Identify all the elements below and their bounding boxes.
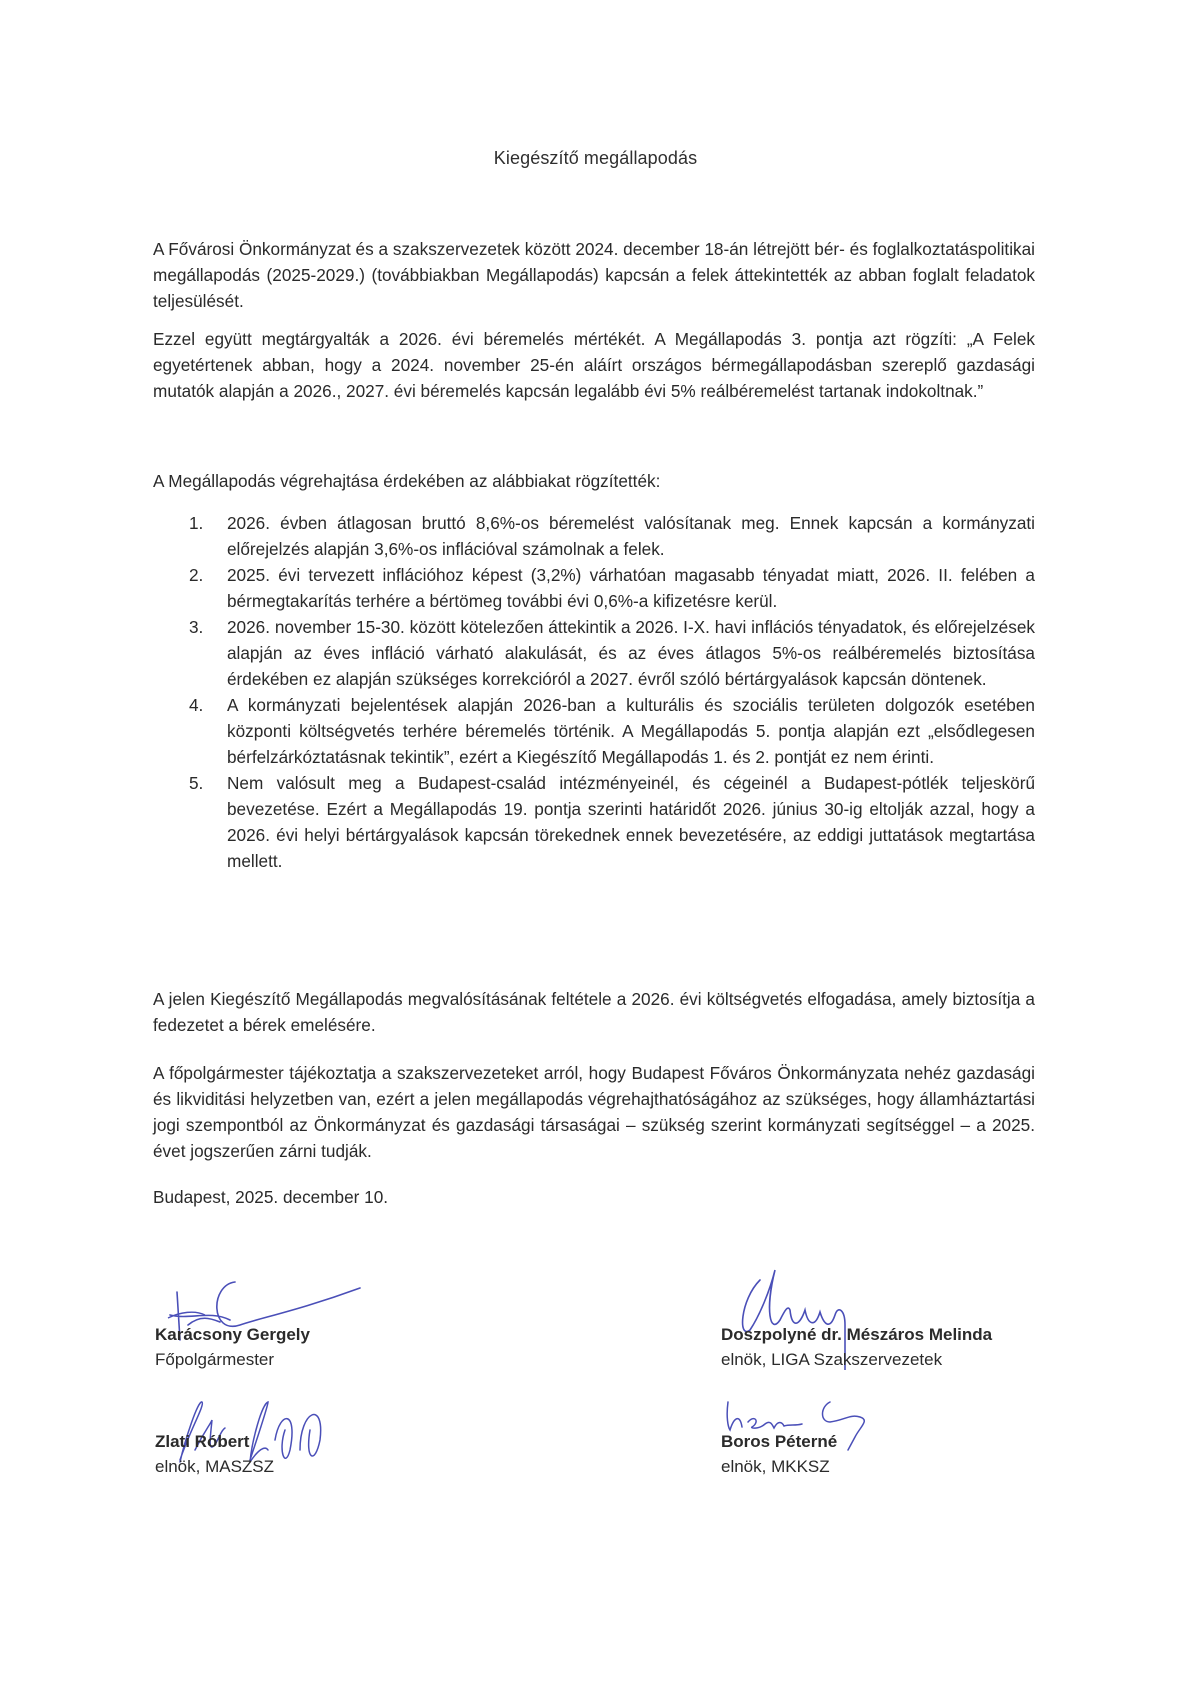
list-item	[153, 562, 1035, 614]
signatory-doszpolyne	[721, 1322, 992, 1372]
place-date-text: Budapest, 2025. december 10.	[153, 1187, 389, 1207]
intro-text: A Fővárosi Önkormányzat és a szakszervezetek között 2024. december 18-án létrejött bér- és foglalkoztatáspolitikai megállapodás (2025-2029.) (továbbiakban Megállapodás) kapcsán a felek áttekintették az abban foglalt feladatok teljesülését.	[153, 239, 1035, 311]
signatory-name: Boros Péterné	[721, 1432, 838, 1451]
intro-paragraph	[153, 236, 1035, 314]
list-item-number: 4.	[189, 695, 204, 715]
list-item-number: 1.	[189, 513, 204, 533]
list-item-text: 2025. évi tervezett inflációhoz képest (3,2%) várhatóan magasabb tényadat miatt, 2026. II. felében a bérmegtakarítás terhére a bértömeg további évi 0,6%-a kifizetésre kerül.	[227, 565, 1035, 611]
list-item-number: 2.	[189, 565, 204, 585]
list-item-number: 3.	[189, 617, 204, 637]
list-item	[153, 692, 1035, 770]
condition-paragraph	[153, 986, 1035, 1038]
list-item-text: 2026. évben átlagosan bruttó 8,6%-os béremelést valósítanak meg. Ennek kapcsán a kormányzati előrejelzés alapján 3,6%-os inflációval számolnak a felek.	[227, 513, 1035, 559]
list-item	[153, 614, 1035, 692]
list-item-text: A kormányzati bejelentések alapján 2026-ban a kulturális és szociális területen dolgozók esetében központi költségvetés terhére béremelés történik. A Megállapodás 5. pontja alapján ezt „elsődlegesen bérfelzárkóztatásnak tekintik”, ezért a Kiegészítő Megállapodás 1. és 2. pontját ez nem érinti.	[227, 695, 1035, 767]
agreement-points-list	[153, 510, 1035, 874]
negotiation-paragraph	[153, 326, 1035, 404]
list-item	[153, 770, 1035, 874]
place-date	[153, 1184, 1035, 1210]
list-item-number: 5.	[189, 773, 204, 793]
list-item	[153, 510, 1035, 562]
signatory-name: Doszpolyné dr. Mészáros Melinda	[721, 1325, 993, 1344]
list-intro-text: A Megállapodás végrehajtása érdekében az alábbiakat rögzítették:	[153, 471, 661, 491]
signatory-boros	[721, 1429, 837, 1479]
signatory-role: Főpolgármester	[155, 1350, 275, 1369]
signatory-role: elnök, MASZSZ	[155, 1457, 275, 1476]
negotiation-text: Ezzel együtt megtárgyalták a 2026. évi béremelés mértékét. A Megállapodás 3. pontja azt rögzíti: „A Felek egyetértenek abban, hogy a 2024. november 25-én aláírt országos bérmegállapodásban szereplő gazdasági mutatók alapján a 2026., 2027. évi béremelés kapcsán legalább évi 5% reálbéremelést tartanak indokoltnak.”	[153, 329, 1035, 401]
document-title: Kiegészítő megállapodás	[493, 148, 698, 168]
signatory-role: elnök, MKKSZ	[721, 1457, 830, 1476]
signatory-role: elnök, LIGA Szakszervezetek	[721, 1350, 943, 1369]
signatory-name: Karácsony Gergely	[155, 1325, 310, 1344]
list-item-text: 2026. november 15-30. között kötelezően áttekintik a 2026. I-X. havi inflációs tényadatok, és előrejelzések alapján az éves infláció várható alakulását, és az éves átlagos 5%-os reálbéremelés biztosítása érdekében ez alapján szükséges korrekcióról a 2027. évről szóló bértárgyalások kapcsán döntenek.	[227, 617, 1035, 689]
list-intro-paragraph	[153, 468, 1035, 494]
signatory-zlati	[155, 1429, 274, 1479]
condition-text: A jelen Kiegészítő Megállapodás megvalósításának feltétele a 2026. évi költségvetés elfogadása, amely biztosítja a fedezetet a bérek emelésére.	[153, 989, 1035, 1035]
mayor-info-paragraph	[153, 1060, 1035, 1164]
signatory-karacsony	[155, 1322, 310, 1372]
list-item-text: Nem valósult meg a Budapest-család intézményeinél, és cégeinél a Budapest-pótlék teljeskörű bevezetése. Ezért a Megállapodás 19. pontja szerinti határidőt 2026. június 30-ig eltolják azzal, hogy a 2026. évi helyi bértárgyalások kapcsán törekednek ennek bevezetésére, az eddigi juttatások megtartása mellett.	[227, 773, 1035, 871]
signatory-name: Zlati Róbert	[155, 1432, 250, 1451]
mayor-info-text: A főpolgármester tájékoztatja a szakszervezeteket arról, hogy Budapest Főváros Önkormányzata nehéz gazdasági és likviditási helyzetben van, ezért a jelen megállapodás végrehajthatóságához az szükséges, hogy államháztartási jogi szempontból az Önkormányzat és gazdasági társaságai – szükség szerint kormányzati segítséggel – a 2025. évet jogszerűen zárni tudják.	[153, 1063, 1035, 1161]
